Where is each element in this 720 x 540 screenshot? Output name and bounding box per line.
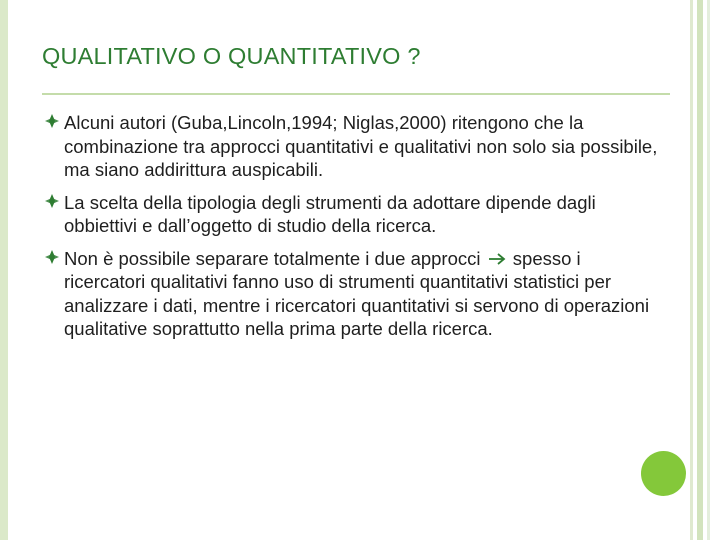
bullet-item xyxy=(44,111,664,182)
bullet-text-before-arrow: Non è possibile separare totalmente i due approcci xyxy=(64,247,481,269)
right-decorative-bar xyxy=(707,0,710,540)
left-decorative-bar xyxy=(0,0,8,540)
bullet-text: Alcuni autori (Guba,Lincoln,1994; Niglas,2000) ritengono che la combinazione tra approcci quantitativi e qualitativi non solo sia possibile, ma siano addirittura auspicabili. xyxy=(64,112,658,180)
bullet-item xyxy=(44,247,664,341)
bullet-text-after-arrow: spesso i ricercatori qualitativi fanno uso di strumenti quantitativi statistici per analizzare i dati, mentre i ricercatori quantitativi si servono di operazioni qualitative soprattutto nella prima parte della ricerca. xyxy=(64,247,650,339)
bullet-list xyxy=(44,111,664,350)
slide-title: QUALITATIVO O QUANTITATIVO ? xyxy=(42,43,421,69)
right-arrow-icon xyxy=(486,252,508,266)
decorative-green-circle xyxy=(641,451,686,496)
bullet-text: La scelta della tipologia degli strumenti da adottare dipende dagli obbiettivi e dall’oggetto di studio della ricerca. xyxy=(64,191,596,236)
title-divider xyxy=(42,93,670,95)
diamond-bullet-icon xyxy=(44,249,60,265)
right-decorative-bar xyxy=(690,0,693,540)
diamond-bullet-icon xyxy=(44,193,60,209)
diamond-bullet-icon xyxy=(44,113,60,129)
bullet-item xyxy=(44,191,664,238)
right-decorative-bar xyxy=(697,0,703,540)
